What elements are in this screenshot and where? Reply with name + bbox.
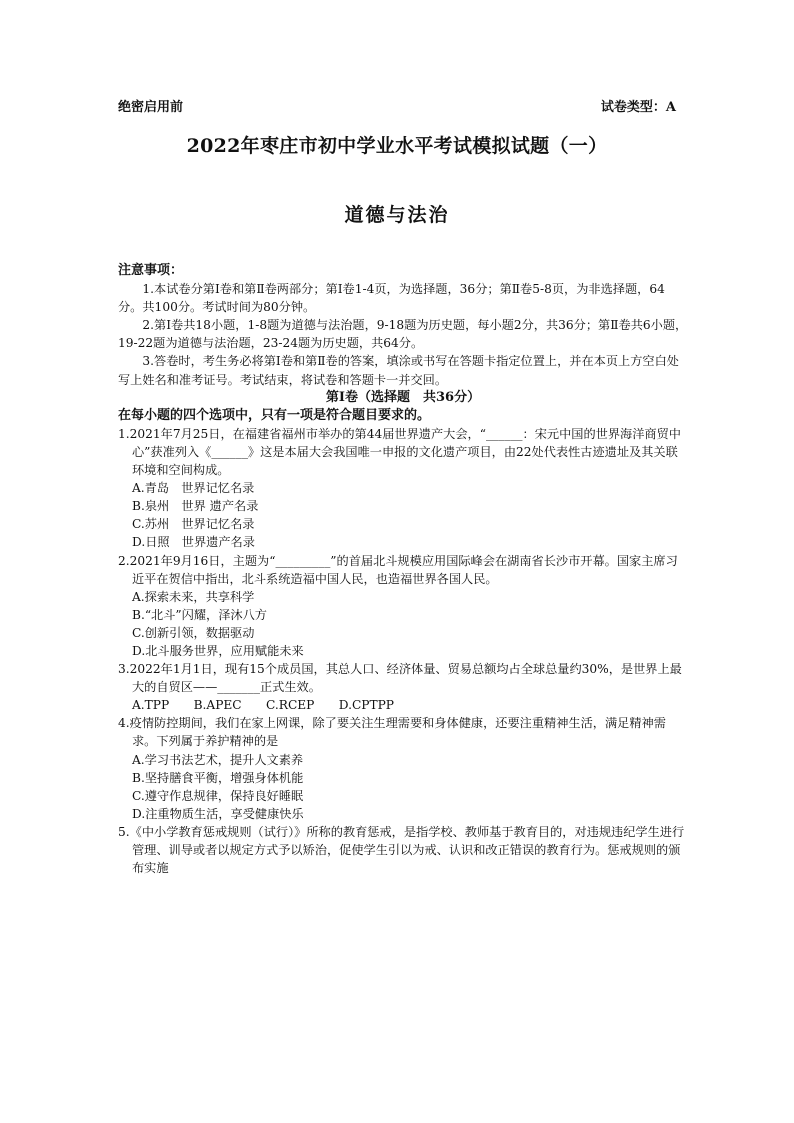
paper-type-label: 试卷类型：A: [600, 100, 676, 115]
confidential-label: 绝密启用前: [118, 100, 184, 115]
option-c: C.创新引领，数据驱动: [132, 625, 255, 640]
question-3: [118, 660, 688, 714]
section-title: 第Ⅰ卷（选择题 共36分）: [325, 389, 481, 405]
option-d: D.北斗服务世界，应用赋能未来: [132, 643, 304, 658]
notice-item: 2.第Ⅰ卷共18小题，1-8题为道德与法治题，9-18题为历史题，每小题2分，共36分；第Ⅱ卷共6小题，19-22题为道德与法治题，23-24题为历史题，共64分。: [118, 318, 688, 351]
option-a: A.青岛 世界记忆名录: [132, 481, 255, 496]
option-c: C.苏州 世界记忆名录: [132, 517, 255, 532]
option-b: B.坚持膳食平衡，增强身体机能: [132, 770, 304, 785]
option-a: A.探索未来，共享科学: [132, 589, 255, 604]
question-stem: 4.疫情防控期间，我们在家上网课，除了要关注生理需要和身体健康，还要注重精神生活，满足精神需求。下列属于养护精神的是: [118, 716, 666, 749]
notice-item: 1.本试卷分第Ⅰ卷和第Ⅱ卷两部分；第Ⅰ卷1-4页，为选择题，36分；第Ⅱ卷5-8页，为非选择题，64分。共100分。考试时间为80分钟。: [118, 282, 665, 315]
option-b: B.“北斗”闪耀，泽沐八方: [132, 607, 267, 622]
option-d: D.注重物质生活，享受健康快乐: [132, 806, 304, 821]
exam-body: [118, 262, 688, 877]
question-stem: 3.2022年1月1日，现有15个成员国，其总人口、经济体量、贸易总额均占全球总量约30%，是世界上最大的自贸区——_______正式生效。: [118, 662, 682, 695]
question-2: [118, 552, 688, 661]
option-d: D.日照 世界遗产名录: [132, 535, 255, 550]
section-instruction: 在每小题的四个选项中，只有一项是符合题目要求的。: [118, 407, 431, 423]
option-c: C.遵守作息规律，保持良好睡眠: [132, 788, 304, 803]
subject-title: 道德与法治: [344, 204, 450, 226]
question-stem: 5.《中小学教育惩戒规则（试行）》所称的教育惩戒，是指学校、教师基于教育目的，对违规违纪学生进行管理、训导或者以规定方式予以矫治，促使学生引以为戒、认识和改正错误的教育行为。惩戒规则的颁布实施: [118, 824, 685, 876]
options-inline: A.TPP B.APEC C.RCEP D.CPTPP: [132, 698, 395, 713]
question-4: [118, 714, 688, 823]
notice-heading: 注意事项：: [118, 263, 184, 278]
question-1: [118, 425, 688, 552]
option-b: B.泉州 世界 遗产名录: [132, 499, 259, 514]
option-a: A.学习书法艺术，提升人文素养: [132, 752, 304, 767]
exam-title: 2022年枣庄市初中学业水平考试模拟试题（一）: [186, 135, 608, 157]
question-5: [118, 823, 688, 877]
page-header: [118, 96, 676, 115]
question-stem: 1.2021年7月25日，在福建省福州市举办的第44届世界遗产大会，“______：宋元中国的世界海洋商贸中心”获准列入《______》这是本届大会我国唯一申报的文化遗产项目，由22处代表性古迹遗址及其关联环境和空间构成。: [118, 426, 681, 478]
question-stem: 2.2021年9月16日，主题为“_________”的首届北斗规模应用国际峰会在湖南省长沙市开幕。国家主席习近平在贺信中指出，北斗系统造福中国人民，也造福世界各国人民。: [118, 553, 678, 586]
notice-item: 3.答卷时，考生务必将第Ⅰ卷和第Ⅱ卷的答案，填涂或书写在答题卡指定位置上，并在本页上方空白处写上姓名和准考证号。考试结束，将试卷和答题卡一并交回。: [118, 354, 679, 387]
